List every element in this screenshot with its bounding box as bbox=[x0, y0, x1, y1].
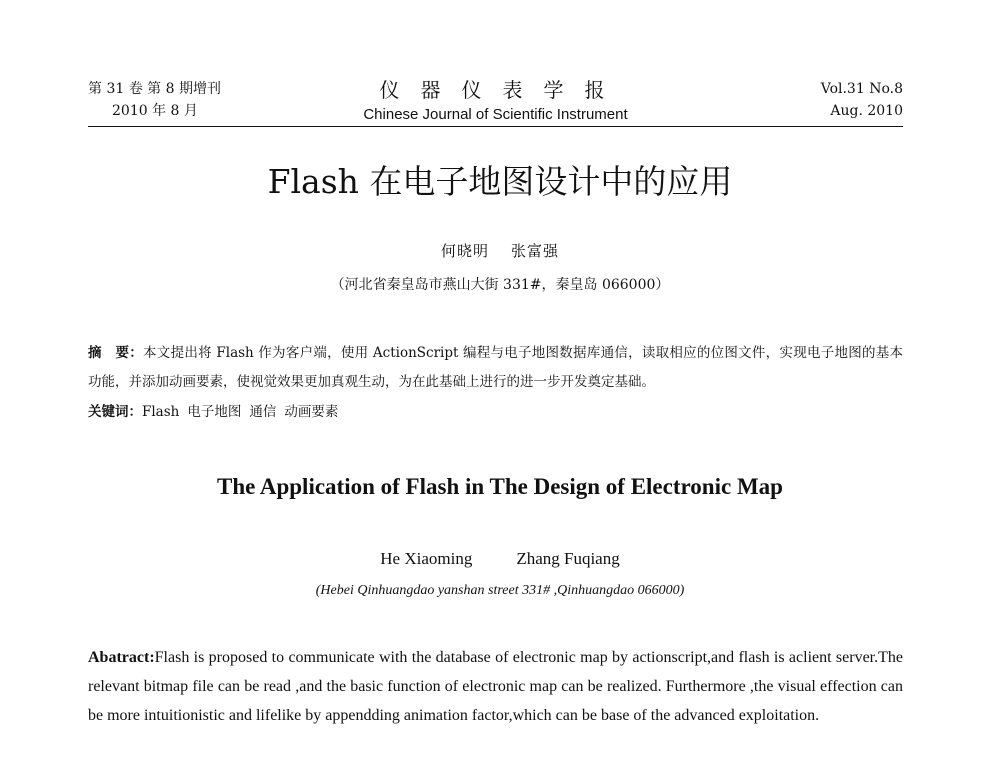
author-cn: 何晓明 bbox=[440, 242, 489, 260]
abstract-en-label: Abatract: bbox=[88, 649, 155, 666]
affiliation-cn: （河北省秦皇岛市燕山大街 331#，秦皇岛 066000） bbox=[330, 277, 670, 293]
abstract-cn-label: 摘 要： bbox=[88, 345, 144, 361]
abstract-en bbox=[88, 643, 903, 730]
paper-title-en: The Application of Flash in The Design of Electronic Map bbox=[217, 474, 783, 499]
keyword: 电子地图 bbox=[187, 404, 242, 420]
volume-number-en: Vol.31 No.8 bbox=[820, 81, 903, 97]
journal-header bbox=[88, 78, 903, 127]
keyword: 通信 bbox=[249, 404, 277, 420]
author-cn: 张富强 bbox=[511, 242, 560, 260]
keyword: 动画要素 bbox=[284, 404, 339, 420]
paper-title-cn: Flash 在电子地图设计中的应用 bbox=[267, 162, 733, 201]
volume-info-en bbox=[821, 78, 903, 122]
issue-date-cn: 2010 年 8 月 bbox=[112, 103, 198, 119]
keyword: Flash bbox=[142, 404, 180, 420]
author-en: Zhang Fuqiang bbox=[516, 549, 620, 568]
volume-issue: 第 31 卷 第 8 期增刊 bbox=[88, 81, 221, 97]
abstract-cn bbox=[88, 339, 903, 397]
journal-name-en: Chinese Journal of Scientific Instrument bbox=[363, 106, 628, 123]
abstract-en-text: Flash is proposed to communicate with the database of electronic map by actionscript,and flash is aclient server.The relevant bitmap file can be read ,and the basic function of electronic map can be realized. Furthermore ,the visual effection can be more intuitionistic and lifelike by appendding animation factor,which can be base of the advanced exploitation. bbox=[88, 649, 903, 724]
journal-name bbox=[88, 78, 903, 125]
keywords-cn bbox=[88, 398, 338, 427]
keywords-cn-label: 关键词： bbox=[88, 404, 142, 420]
issue-date-en: Aug. 2010 bbox=[830, 103, 903, 119]
author-en: He Xiaoming bbox=[380, 549, 473, 568]
authors-en bbox=[0, 549, 1000, 569]
journal-name-cn: 仪器仪表学报 bbox=[379, 78, 626, 102]
abstract-cn-text: 本文提出将 Flash 作为客户端，使用 ActionScript 编程与电子地图数据库通信，读取相应的位图文件，实现电子地图的基本功能，并添加动画要素，使视觉效果更加真观生动，为在此基础上进行的进一步开发奠定基础。 bbox=[88, 345, 904, 390]
authors-cn bbox=[0, 240, 1000, 261]
affiliation-en: (Hebei Qinhuangdao yanshan street 331# ,Qinhuangdao 066000) bbox=[315, 583, 685, 598]
